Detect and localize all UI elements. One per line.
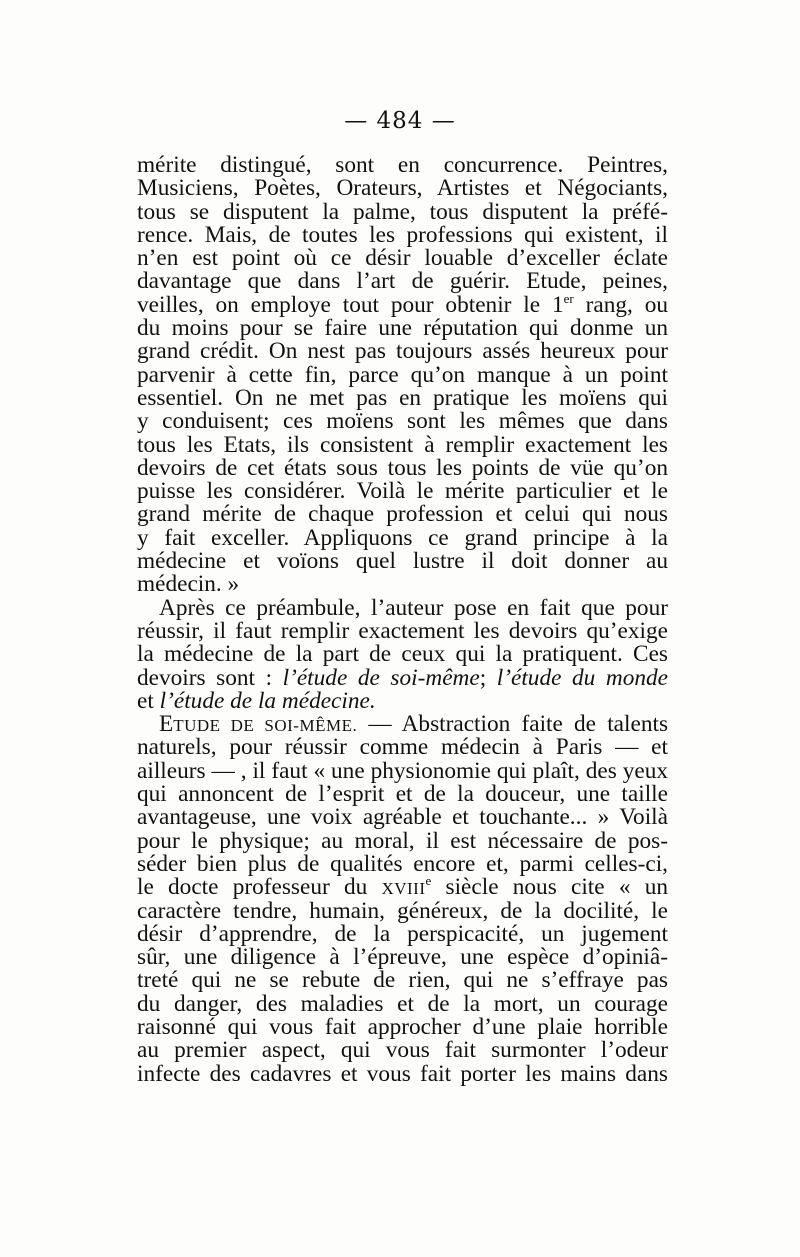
text-line: au premier aspect, qui vous fait surmonter l’odeur: [137, 1037, 668, 1064]
italic-phrase: l’étude du monde: [496, 664, 668, 691]
text-line: y fait exceller. Appliquons ce grand principe à la: [137, 524, 668, 551]
text-line: médecin. »: [137, 571, 240, 598]
text-line: [137, 687, 668, 714]
text-line: grand crédit. On nest pas toujours assés heureux pour: [137, 338, 668, 365]
page-number: — 484 —: [344, 108, 456, 134]
text-line: y conduisent; ces moïens sont les mêmes que dans: [137, 408, 668, 435]
century-numeral: XVIII: [381, 879, 426, 899]
text-fragment: ;: [479, 664, 497, 691]
text-line: avantageuse, une voix agréable et touchante... » Voilà: [137, 804, 668, 831]
text-line: puisse les considérer. Voilà le mérite particulier et le: [137, 478, 668, 505]
text-line: la médecine de la part de ceux qui la pratiquent. Ces: [137, 641, 668, 668]
section-heading: E: [159, 711, 174, 738]
body-text: [137, 154, 668, 1086]
text-line: grand mérite de chaque profession et celui qui nous: [137, 501, 668, 528]
text-line: treté qui ne se rebute de rien, qui ne s’effraye pas: [137, 967, 668, 994]
text-line: tous les Etats, ils consistent à remplir exactement les: [137, 431, 668, 458]
text-line: raisonné qui vous fait approcher d’une plaie horrible: [137, 1013, 668, 1040]
text-fragment: — Abstraction faite de talents: [368, 711, 669, 738]
text-line: [137, 873, 668, 901]
text-line: caractère tendre, humain, généreux, de la docilité, le: [137, 897, 668, 924]
text-fragment: devoirs sont :: [137, 664, 283, 691]
text-line: Musiciens, Poètes, Orateurs, Artistes et Négociants,: [137, 175, 668, 202]
section-heading-line: [137, 713, 668, 736]
text-line: ailleurs — , il faut « une physionomie qui plaît, des yeux: [137, 757, 668, 784]
text-line: désir d’apprendre, de la perspicacité, un jugement: [137, 920, 668, 947]
italic-phrase: l’étude de la médecine.: [159, 687, 376, 714]
text-fragment: et: [137, 687, 160, 714]
text-fragment: le docte professeur du: [137, 874, 382, 901]
text-line: tous se disputent la palme, tous disputent la préfé-: [137, 198, 668, 225]
text-line: pour le physique; au moral, il est nécessaire de pos-: [137, 827, 668, 854]
text-line: mérite distingué, sont en conсurrence. Peintres,: [137, 152, 668, 178]
text-line: réussir, il faut remplir exactement les devoirs qu’exige: [137, 617, 668, 644]
text-line: rence. Mais, de toutes les professions qui existent, il: [137, 221, 668, 248]
text-line: n’en est point où ce désir louable d’exceller éclate: [137, 245, 668, 272]
text-line: du danger, des maladies et de la mort, un courage: [137, 990, 668, 1017]
text-fragment: siècle nous cite « un: [431, 874, 668, 901]
text-line: [137, 290, 668, 318]
text-line: parvenir à cette fin, parce qu’on manque à un point: [137, 361, 668, 388]
text-fragment: veilles, on employe tout pour obtenir le 1: [137, 291, 564, 318]
text-line: sûr, une diligence à l’épreuve, une espèce d’opiniâ-: [137, 944, 668, 971]
superscript: e: [425, 873, 432, 889]
text-line: [137, 664, 668, 691]
text-line: devoirs de cet états sous tous les points de vüe qu’on: [137, 454, 668, 481]
text-line: infecte des cadavres et vous fait porter les mains dans: [137, 1060, 668, 1087]
text-line: médecine et voïons quel lustre il doit donner au: [137, 548, 668, 575]
text-line: Après ce préambule, l’auteur pose en fait que pour: [159, 594, 668, 621]
text-line: essentiel. On ne met pas en pratique les moïens qui: [137, 384, 668, 411]
text-line: du moins pour se faire une réputation qui donme un: [137, 315, 668, 342]
text-line: davantage que dans l’art de guérir. Etude, peines,: [137, 268, 668, 295]
superscript: er: [563, 290, 574, 306]
text-line: séder bien plus de qualités encore et, parmi celles-ci,: [137, 850, 668, 877]
text-line: qui annoncent de l’esprit et de la douceur, une taille: [137, 781, 668, 808]
text-fragment: rang, ou: [573, 291, 668, 318]
text-line: naturels, pour réussir comme médecin à Paris — et: [137, 734, 668, 761]
section-heading: TUDE DE SOI-MÊME.: [173, 716, 358, 736]
italic-phrase: l’étude de soi-même: [282, 664, 480, 691]
